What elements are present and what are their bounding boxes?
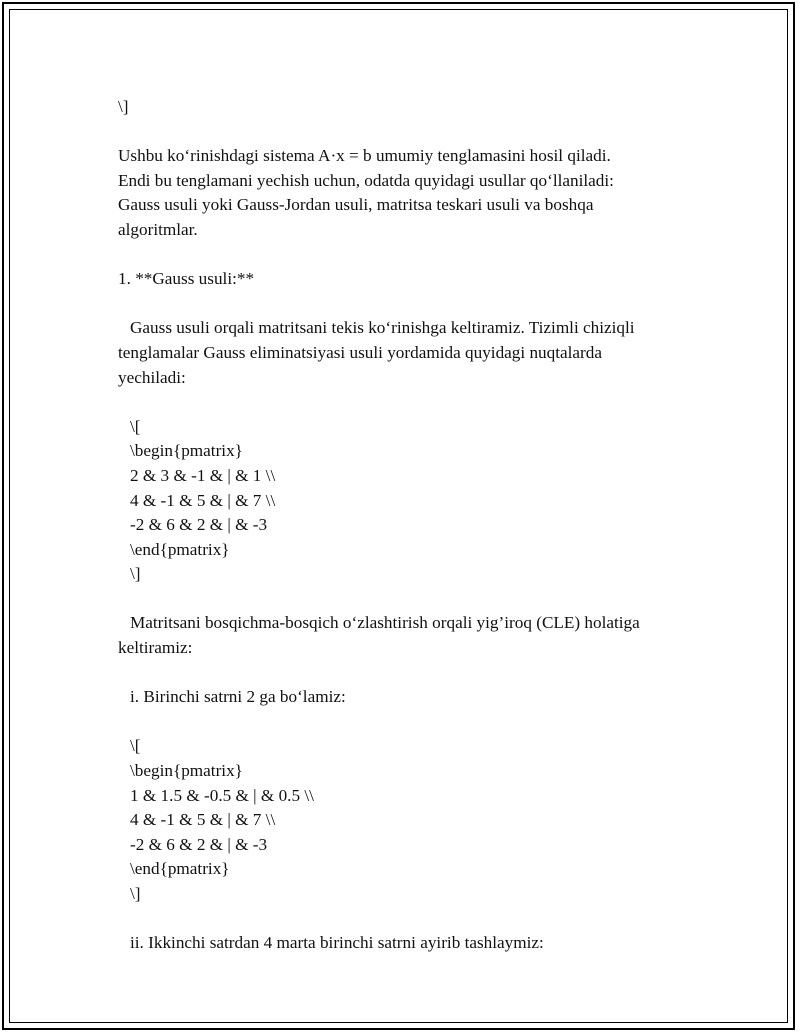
text-line: 1 & 1.5 & -0.5 & | & 0.5 \\ — [130, 785, 314, 805]
text-line: tenglamalar Gauss eliminatsiyasi usuli yordamida quyidagi nuqtalarda — [118, 342, 602, 362]
text-line: \end{pmatrix} — [130, 859, 230, 879]
text-line: \] — [130, 884, 141, 903]
text-line: \[ — [130, 736, 141, 756]
text-line: -2 & 6 & 2 & | & -3 — [130, 515, 268, 535]
blank-line — [118, 907, 688, 932]
blank-line — [118, 710, 688, 735]
blank-line — [118, 661, 688, 686]
text-line: Endi bu tenglamani yechish uchun, odatda quyidagi usullar qo‘llaniladi: — [118, 170, 614, 190]
text-line: algoritmlar. — [118, 219, 198, 239]
text-line: Matritsani bosqichma-bosqich o‘zlashtirish orqali yig’iroq (CLE) holatiga — [130, 613, 640, 633]
text-line: ii. Ikkinchi satrdan 4 marta birinchi satrni ayirib tashlaymiz: — [130, 933, 544, 953]
text-line: 4 & -1 & 5 & | & 7 \\ — [130, 810, 276, 830]
text-line: Gauss usuli yoki Gauss-Jordan usuli, matritsa teskari usuli va boshqa — [118, 195, 594, 215]
text-line: Ushbu ko‘rinishdagi sistema A·x = b umumiy tenglamasini hosil qiladi. — [118, 146, 611, 166]
text-line: \] — [118, 97, 129, 116]
text-line: Gauss usuli orqali matritsani tekis ko‘rinishga keltiramiz. Tizimli chiziqli — [130, 318, 635, 338]
blank-line — [118, 390, 688, 415]
text-line: 1. **Gauss usuli:** — [118, 269, 255, 289]
text-line: \end{pmatrix} — [130, 539, 230, 559]
document-body — [118, 95, 688, 956]
blank-line — [118, 587, 688, 612]
text-line: \begin{pmatrix} — [130, 441, 243, 461]
text-line: 2 & 3 & -1 & | & 1 \\ — [130, 465, 276, 485]
blank-line — [118, 243, 688, 268]
blank-line — [118, 292, 688, 317]
text-line: i. Birinchi satrni 2 ga bo‘lamiz: — [130, 687, 346, 707]
blank-line — [118, 120, 688, 145]
text-line: \[ — [130, 416, 141, 436]
text-line: yechiladi: — [118, 367, 186, 387]
text-line: \] — [130, 564, 141, 584]
text-line: \begin{pmatrix} — [130, 761, 243, 781]
text-line: 4 & -1 & 5 & | & 7 \\ — [130, 490, 276, 510]
text-line: -2 & 6 & 2 & | & -3 — [130, 834, 268, 854]
text-line: keltiramiz: — [118, 638, 193, 658]
